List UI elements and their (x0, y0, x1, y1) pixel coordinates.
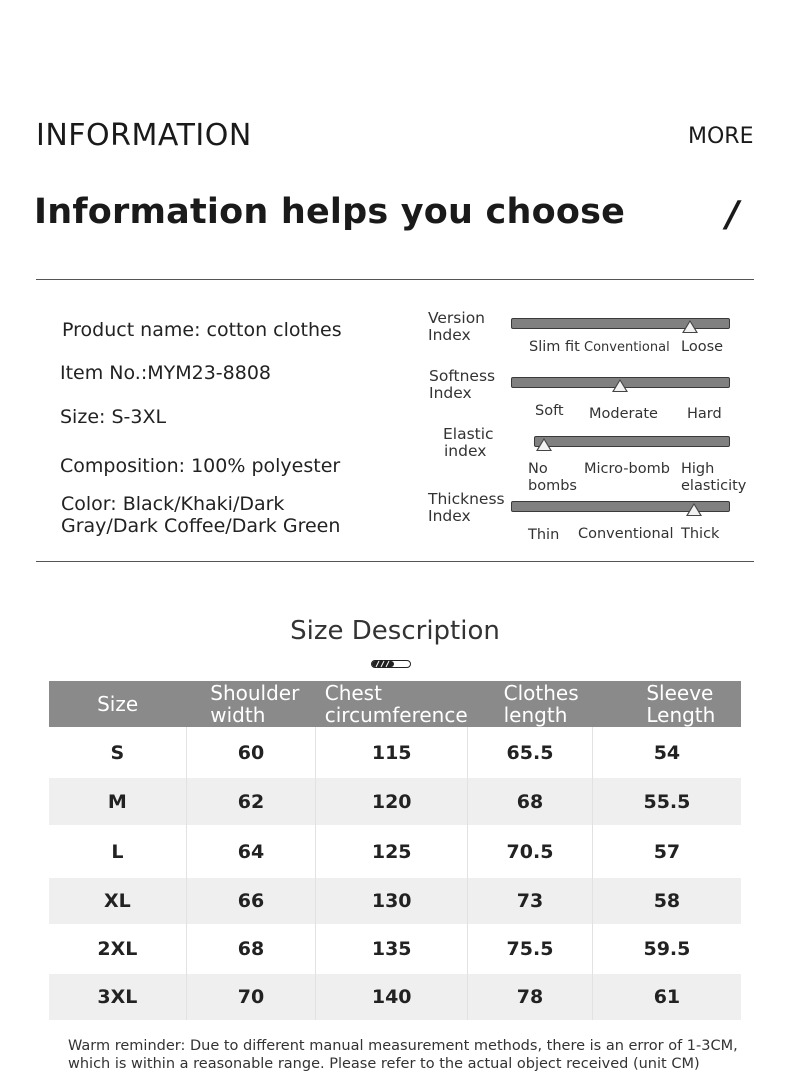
version-index-label: Version Index (428, 309, 485, 344)
version-index-marker (682, 320, 698, 333)
thickness-index-marker (686, 503, 702, 516)
product-name: Product name: cotton clothes (62, 319, 342, 341)
reminder-line-2: which is within a reasonable range. Please refer to the actual object received (unit CM) (68, 1056, 700, 1072)
softness-opt-2: Moderate (589, 406, 658, 422)
cell-shoulder: 70 (186, 974, 315, 1020)
cell-clothes-length: 73 (468, 878, 593, 924)
elastic-opt-1: No bombs (528, 461, 577, 494)
version-opt-1: Slim fit (529, 339, 580, 355)
divider-top (36, 279, 754, 280)
table-row (49, 924, 741, 974)
header-clothes-length: Clothes length (468, 681, 593, 727)
elastic-index-bar (534, 436, 730, 447)
version-opt-3: Loose (681, 339, 724, 355)
elastic-index-label: Elastic index (443, 425, 494, 460)
warm-reminder (68, 1037, 768, 1073)
cell-chest: 135 (316, 924, 468, 974)
cell-sleeve-length: 55.5 (592, 778, 741, 825)
cell-size: 2XL (49, 924, 186, 974)
thickness-opt-1: Thin (528, 527, 560, 543)
section-title: INFORMATION (36, 118, 252, 153)
decorative-pill-icon (371, 660, 411, 668)
cell-chest: 130 (316, 878, 468, 924)
header-size: Size (49, 681, 186, 727)
table-row (49, 825, 741, 878)
softness-index-label: Softness Index (429, 367, 496, 402)
size-description-title: Size Description (290, 616, 500, 646)
color-line-1: Color: Black/Khaki/Dark (61, 493, 285, 515)
thickness-opt-3: Thick (681, 526, 720, 542)
table-row (49, 974, 741, 1020)
softness-opt-1: Soft (535, 403, 564, 419)
cell-shoulder: 62 (186, 778, 315, 825)
table-row (49, 778, 741, 825)
item-number: Item No.:MYM23-8808 (60, 362, 272, 384)
table-row (49, 878, 741, 924)
cell-size: S (49, 727, 186, 778)
color-line-2: Gray/Dark Coffee/Dark Green (61, 515, 341, 537)
cell-size: XL (49, 878, 186, 924)
cell-chest: 115 (316, 727, 468, 778)
cell-clothes-length: 65.5 (468, 727, 593, 778)
cell-clothes-length: 70.5 (468, 825, 593, 878)
elastic-opt-3: High elasticity (681, 461, 747, 494)
cell-chest: 120 (316, 778, 468, 825)
composition: Composition: 100% polyester (60, 455, 341, 477)
cell-shoulder: 60 (186, 727, 315, 778)
version-opt-2: Conventional (584, 340, 670, 355)
cell-shoulder: 64 (186, 825, 315, 878)
cell-shoulder: 68 (186, 924, 315, 974)
cell-sleeve-length: 58 (592, 878, 741, 924)
size-table (49, 681, 741, 1020)
cell-clothes-length: 78 (468, 974, 593, 1020)
headline: Information helps you choose (34, 192, 626, 232)
elastic-opt-2: Micro-bomb (584, 461, 670, 477)
cell-size: L (49, 825, 186, 878)
cell-clothes-length: 68 (468, 778, 593, 825)
cell-size: M (49, 778, 186, 825)
slash-mark: / (726, 194, 740, 235)
header-sleeve-length: Sleeve Length (592, 681, 741, 727)
size-table-header (49, 681, 741, 727)
divider-bottom (36, 561, 754, 562)
thickness-opt-2: Conventional (578, 526, 674, 542)
cell-sleeve-length: 61 (592, 974, 741, 1020)
table-row (49, 727, 741, 778)
size-range: Size: S-3XL (60, 406, 167, 428)
cell-sleeve-length: 59.5 (592, 924, 741, 974)
cell-sleeve-length: 57 (592, 825, 741, 878)
header-chest: Chest circumference (316, 681, 468, 727)
softness-opt-3: Hard (687, 406, 722, 422)
elastic-index-marker (536, 438, 552, 451)
more-link[interactable]: MORE (688, 124, 754, 149)
cell-chest: 140 (316, 974, 468, 1020)
cell-chest: 125 (316, 825, 468, 878)
cell-sleeve-length: 54 (592, 727, 741, 778)
softness-index-marker (612, 379, 628, 392)
header-shoulder: Shoulder width (186, 681, 315, 727)
cell-size: 3XL (49, 974, 186, 1020)
cell-shoulder: 66 (186, 878, 315, 924)
cell-clothes-length: 75.5 (468, 924, 593, 974)
thickness-index-label: Thickness Index (428, 490, 505, 525)
reminder-line-1: Warm reminder: Due to different manual measurement methods, there is an error of 1-3CM, (68, 1038, 738, 1054)
